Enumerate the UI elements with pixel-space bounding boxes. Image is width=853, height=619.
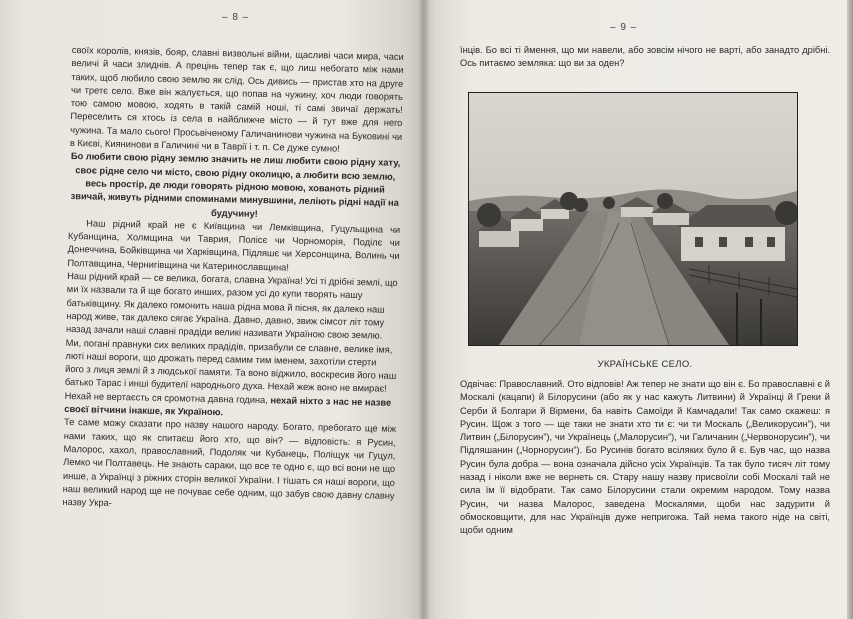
page-number-left: – 8 – xyxy=(222,12,250,23)
page-number-right: – 9 – xyxy=(610,22,638,33)
paragraph-bold: Бо любити свою рідну землю значить не лиш любити свою рідну хату, своє рідне село чи місто, свою рідну околицю, а любити всю землю, весь простір, де люди говорять рідною мовою, хованоть рідний звичай, живуть рідними споминами минувшини, леліють рідні надії на будучину! xyxy=(70,151,401,219)
paragraph: своїх королів, князів, бояр, славні визвольні війни, щасливі часи мира, часи величі й часи злиднів. А прецінь тепер так є, що лиш небогато між нами таких, щоб любило свою землю як слід. Ось дивись — пристав хто на друге чи третє село. Вже він жалується, що попав на чужину, хоч люди говорять тою самою мовою, ходять в такій самій ноші, ті самі звичаї держать! Переселить ся хтось із села в найближче місто — й тут вже для него чужина. Та мало сього! Просьвіченому Галичанинови чужина на Буковині чи в Києві, Киянинови в Галичині чи в Таврії і т. п. Се дуже сумно! xyxy=(69,44,404,154)
right-page-top-text: їнців. Бо всі ті ймення, що ми навели, або зовсім нічого не варті, або занадто дрібні. Ось питаємо земляка: що ви за оден? xyxy=(460,45,830,69)
right-page xyxy=(424,0,853,619)
left-page xyxy=(0,0,424,619)
book-edge xyxy=(847,0,853,619)
paragraph: Наш рідний край — се велика, богата, славна Україна! Усі ті дрібні землі, що ми їх назвали та й ще богато инших, разом усі до купи творять нашу батьківщину. Як далеко гомонить наша рідна мова й пісня, як далеко наш народ живе, так далеко сягає Україна. Давно, давно, звиж сімсот літ тому назад зачали наші славні прадіди великі називати Україною свою землю. Ми, погані правнуки сих великих прадідів, призабули се славне, велике імя, люті наші вороги, що дрожать перед самим тим іменем, захотіли стерти його з лиця землі й з людської памяти. Та воно віджило, воскресив його наш батько Тарас і инші будителї народнього духа. Нехай жеж воно не вмирає! Нехай не вертаєсть ся сромотна давна година, xyxy=(64,270,398,405)
paragraph: Те саме можу сказати про назву нашого народу. Богато, пребогато ще між нами таких, що як спитаєш його хто, що він? — відповість: я Русин, Малорос, хахол, православний, Подоляк чи Кубанець, Поліщук чи Гуцул, Лемко чи Полтавець. Не знають сараки, що все те одно є, що всі вони не що инше, а Українці з ріжних сторін великої України. І тішать ся наші вороги, що наш великий народ ще не почуває себе одним, що забув свою давну славну назву Укра- xyxy=(62,417,397,509)
right-page-bottom-text: Одвічає: Православний. Ото відповів! Аж тепер не знати що він є. Бо православні є й Москалі (кацапи) й Білорусини (або як у нас кажуть Литвини) й Українці й Греки й Серби й Болгари й Вірмени, ба навіть Самоїди й Камчадали! Так само скажеш: я Русин. Щож з того — ще таки не знати хто ти є: чи ти Москаль („Великорусин”), чи Литвин („Білорусин”), чи Українець („Малорусин”), чи Галичанин („Червонорусин”), чи Підляшанин („Чорнорусин”). Бо Русинів богато всіляких було й є. Був час, що назва Русин була добра — вона означала дійсно усіх Українців. Та так було тисяч літ тому назад і ніколи вже не вернеть ся. Стару нашу назву присвоїли собі Москалі тай не сила їм її відобрати. Так само Білорусини стали окремим народом. Тому назва Русин, чи назва Малорос, заведена Москалями, щоби нас задурити й обмосковщити, для нас Українців дуже непригожа. Тай нема такого ніде на світі, щоби одним xyxy=(460,379,830,536)
book-spine xyxy=(418,0,430,619)
paragraph: Наш рідний край не є Київщина чи Лемківщина, Гуцульщина чи Кубанщина, Холмщина чи Таврия, Полісє чи Чорноморія, Поділє чи Донеччина, Бойківщина чи Харківщина, Підляшє чи Херсонщина, Волинь чи Полтавщина, Чернигівщина чи Катеринославщина! xyxy=(67,218,401,273)
left-page-text xyxy=(62,44,404,516)
village-photo xyxy=(468,92,798,346)
photo-caption: УКРАЇНСЬКЕ СЕЛО. xyxy=(597,359,693,370)
village-photo-image xyxy=(469,93,797,345)
paragraph-bold-inline: нехай ніхто з нас не назве своєї вітчини інакше, як Україною. xyxy=(64,394,392,418)
